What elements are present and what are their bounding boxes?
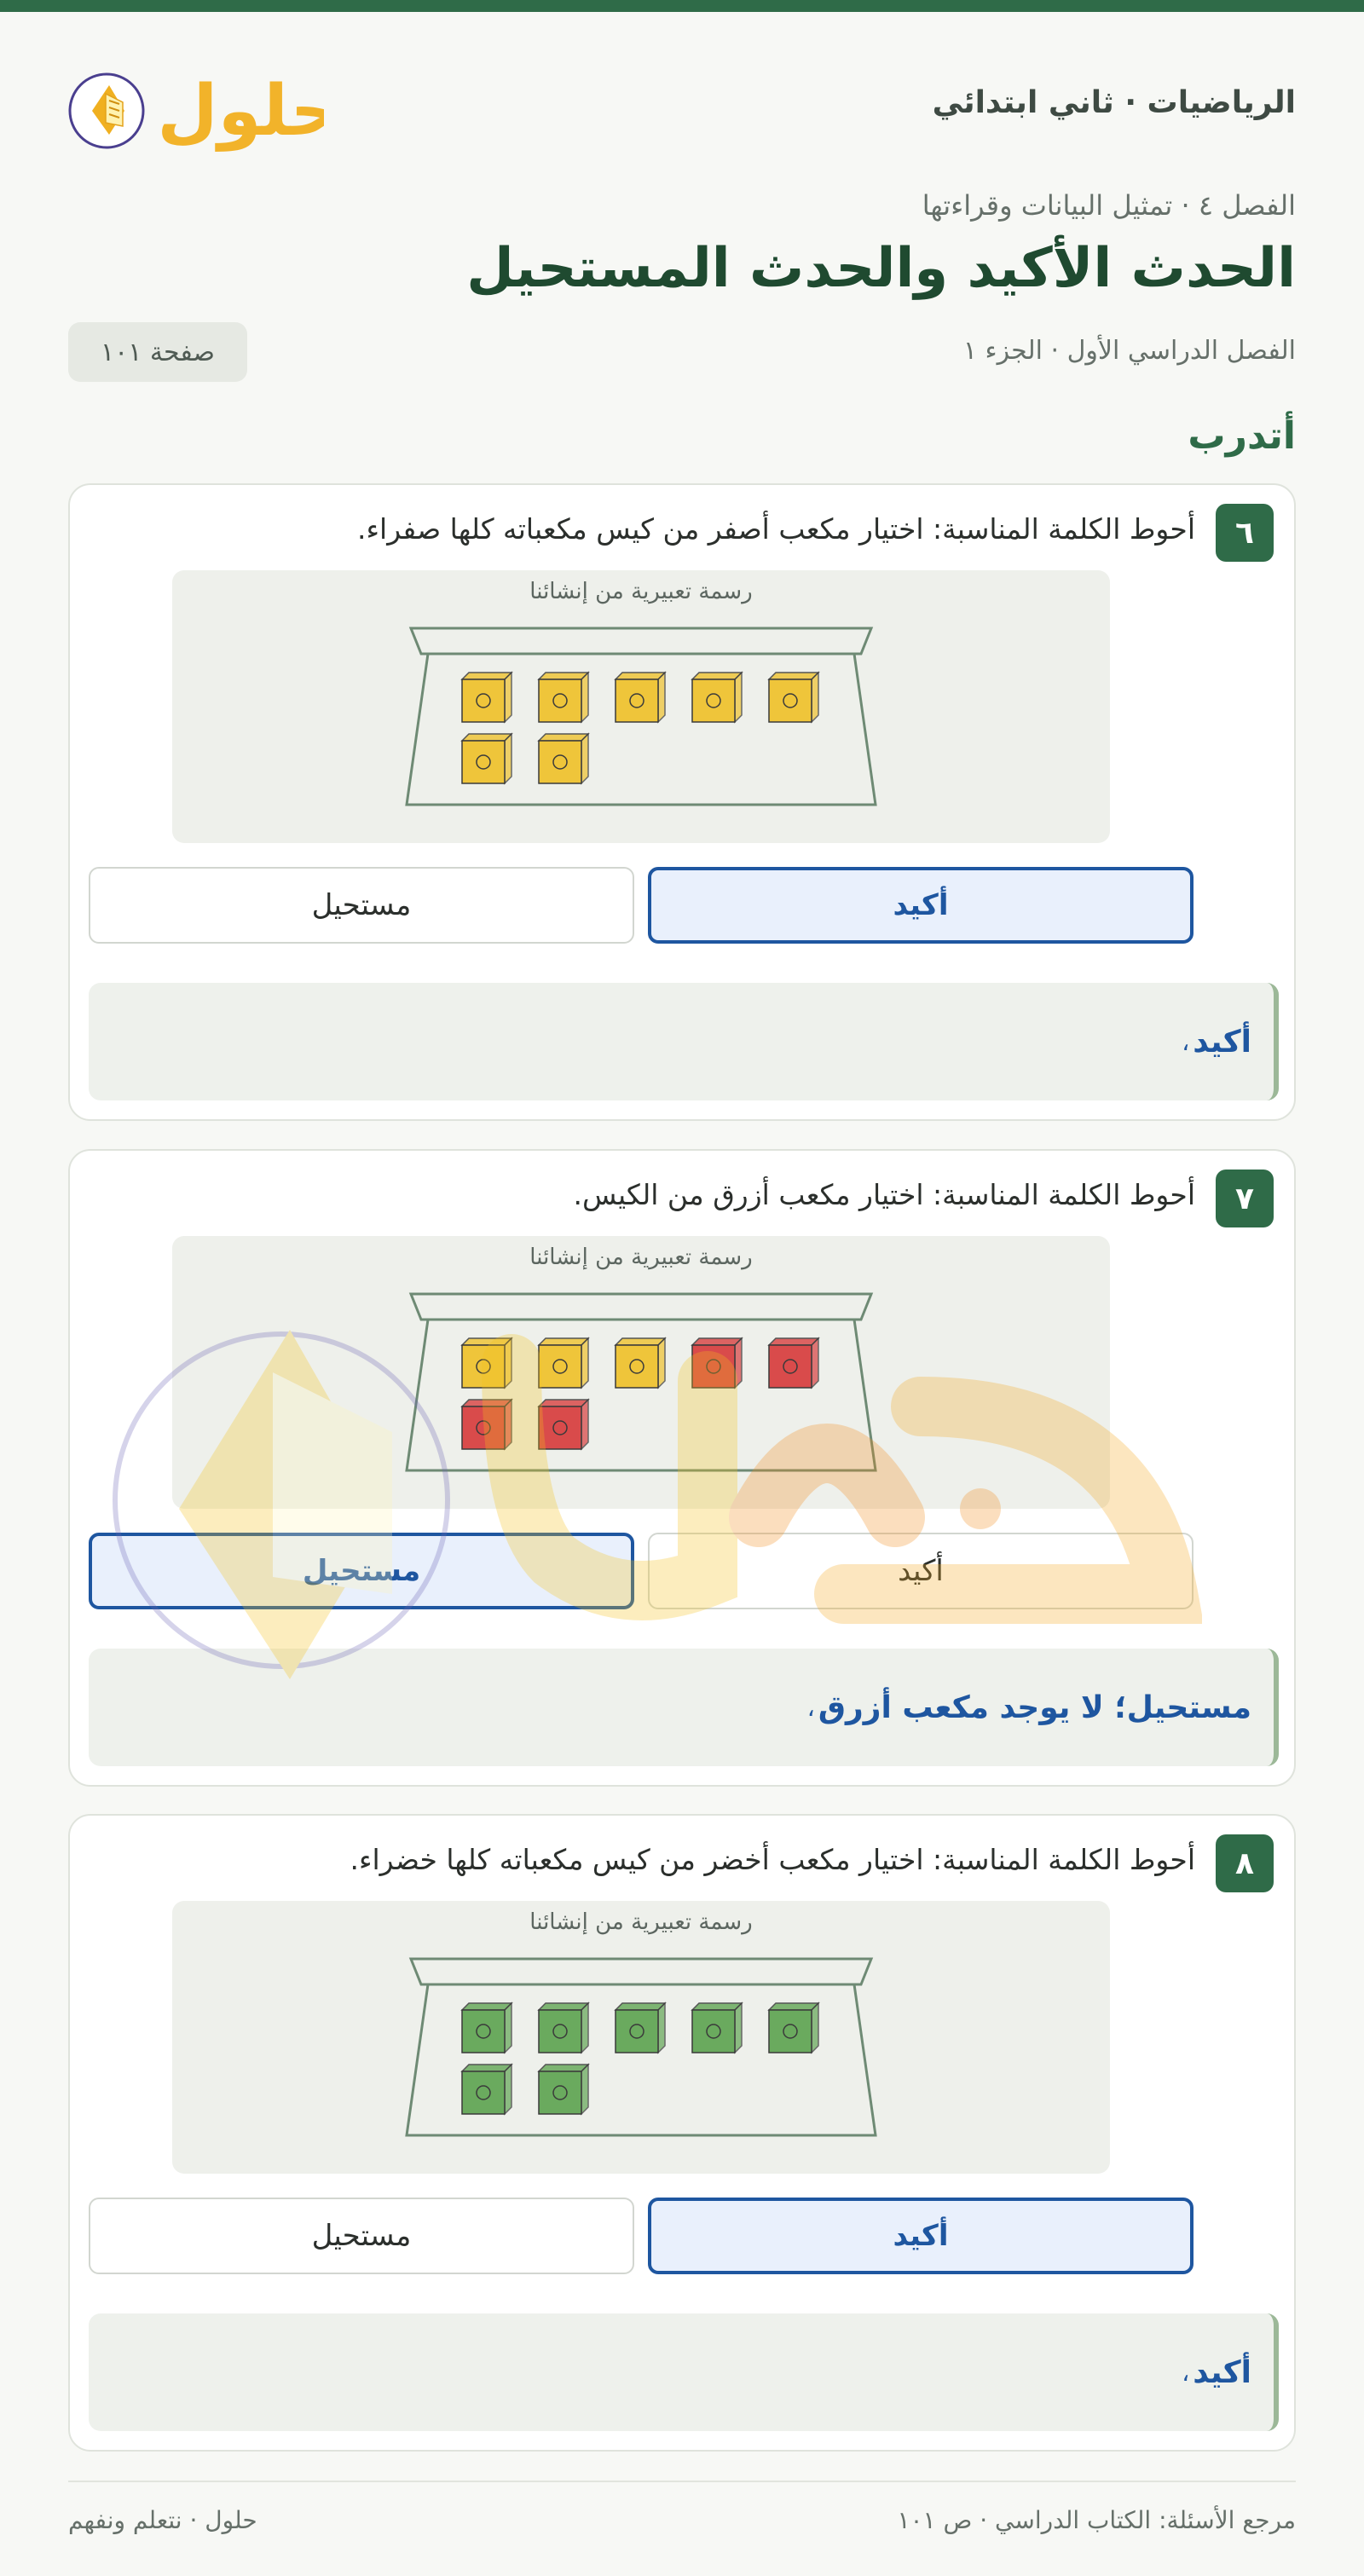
answer-box [89,1649,1279,1766]
option-impossible-button[interactable]: مستحيل [89,867,634,944]
cube-yellow [692,673,742,722]
answer-text: أكيد [1193,1024,1251,1060]
answer-mark: ، [1182,1027,1190,1056]
bag-illustration [172,1236,1110,1509]
cube-red [692,1338,742,1388]
cube-yellow [462,1338,512,1388]
cube-green [539,2065,588,2114]
cube-red [769,1338,818,1388]
chapter-label: الفصل ٤ · تمثيل البيانات وقراءتها [922,189,1296,222]
cube-red [539,1400,588,1449]
section-title: أتدرب [1188,414,1296,458]
question-card [68,1814,1296,2452]
question-text: أحوط الكلمة المناسبة: اختيار مكعب أخضر من كيس مكعباته كلها خضراء. [350,1843,1195,1876]
option-impossible-button[interactable]: مستحيل [89,1533,634,1609]
cube-yellow [539,734,588,783]
bag-illustration [172,570,1110,843]
grade-label: الرياضيات · ثاني ابتدائي [932,85,1296,120]
answer-text: أكيد [1193,2354,1251,2390]
cube-green [539,2003,588,2053]
bag-rim [411,1294,871,1320]
cube-yellow [616,673,665,722]
cube-yellow [462,734,512,783]
answer-text: مستحيل؛ لا يوجد مكعب أزرق [818,1689,1251,1725]
answer-mark: ، [806,1693,815,1722]
footer-divider [68,2481,1296,2482]
cube-red [462,1400,512,1449]
footer-reference: مرجع الأسئلة: الكتاب الدراسي · ص ١٠١ [897,2506,1296,2534]
page-header [68,60,1296,153]
figure-caption: رسمة تعبيرية من إنشائنا [529,579,753,604]
option-certain-button[interactable]: أكيد [648,2198,1194,2274]
question-card [68,483,1296,1121]
answer-box [89,2313,1279,2431]
cube-yellow [539,1338,588,1388]
bag-figure [172,1901,1110,2174]
figure-caption: رسمة تعبيرية من إنشائنا [529,1909,753,1935]
cube-green [462,2003,512,2053]
page-number-badge: صفحة ١٠١ [68,322,247,382]
cube-green [616,2003,665,2053]
option-impossible-button[interactable]: مستحيل [89,2198,634,2274]
question-number-badge: ٧ [1216,1170,1274,1227]
answer-mark: ، [1182,2358,1190,2387]
question-text: أحوط الكلمة المناسبة: اختيار مكعب أزرق من الكيس. [573,1178,1195,1211]
cube-green [692,2003,742,2053]
bag-illustration [172,1901,1110,2174]
cube-green [769,2003,818,2053]
question-number-badge: ٨ [1216,1834,1274,1892]
cube-green [462,2065,512,2114]
figure-caption: رسمة تعبيرية من إنشائنا [529,1245,753,1270]
page-title: الحدث الأكيد والحدث المستحيل [466,237,1296,300]
question-card [68,1149,1296,1787]
option-certain-button[interactable]: أكيد [648,867,1194,944]
hulul-logo [68,60,324,153]
answer-box [89,983,1279,1100]
cube-yellow [616,1338,665,1388]
option-certain-button[interactable]: أكيد [648,1533,1194,1609]
question-text: أحوط الكلمة المناسبة: اختيار مكعب أصفر من كيس مكعباته كلها صفراء. [357,512,1195,546]
bag-rim [411,628,871,654]
bag-figure [172,570,1110,843]
bag-figure [172,1236,1110,1509]
footer-brand: حلول · نتعلم ونفهم [68,2506,257,2534]
logo-text: حلول [157,71,324,152]
cube-yellow [539,673,588,722]
question-number-badge: ٦ [1216,504,1274,562]
cube-yellow [462,673,512,722]
bag-rim [411,1959,871,1984]
semester-label: الفصل الدراسي الأول · الجزء ١ [962,336,1296,366]
cube-yellow [769,673,818,722]
top-accent-bar [0,0,1364,12]
